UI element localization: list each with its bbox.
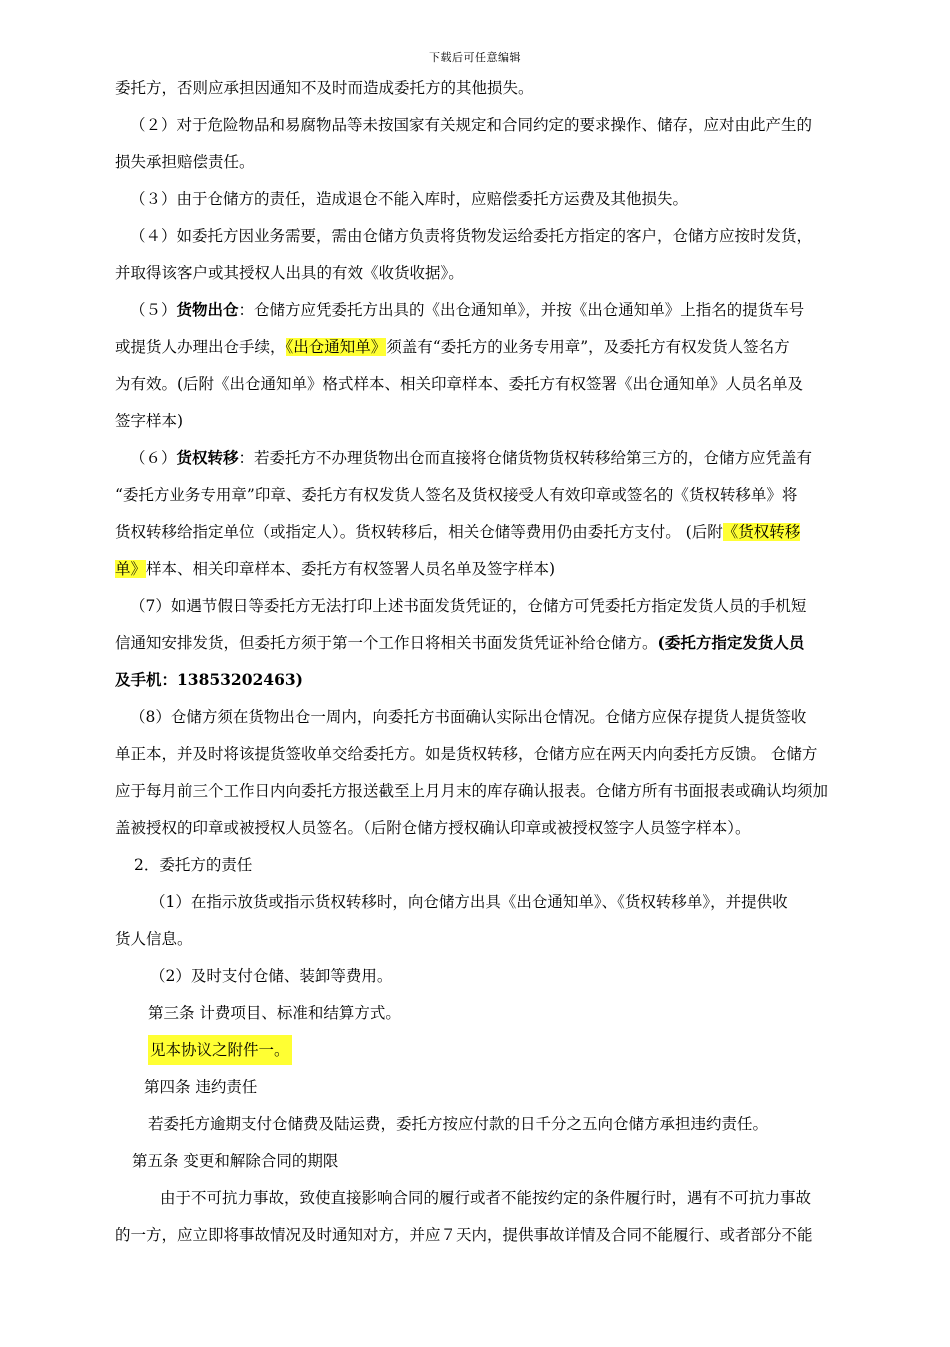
text-line: （２）对于危险物品和易腐物品等未按国家有关规定和合同约定的要求操作、储存，应对由此产生的 [130, 116, 813, 134]
text-line [115, 559, 880, 579]
bold-term: 货物出仓 [176, 300, 239, 319]
text-line: “委托方业务专用章”印章、委托方有权发货人签名及货权接受人有效印章或签名的《货权转移单》将 [115, 486, 798, 504]
line-text: ：仓储方应凭委托方出具的《出仓通知单》，并按《出仓通知单》上指名的提货车号 [238, 301, 805, 319]
article-heading: 第五条 变更和解除合同的期限 [132, 1152, 339, 1170]
text-line: 委托方，否则应承担因通知不及时而造成委托方的其他损失。 [115, 79, 534, 97]
section-heading: 2．委托方的责任 [134, 856, 253, 874]
text-line: （8）仓储方须在货物出仓一周内，向委托方书面确认实际出仓情况。仓储方应保存提货人提货签收 [130, 708, 807, 726]
article-heading: 第四条 违约责任 [144, 1078, 258, 1096]
text-line: 货人信息。 [115, 930, 193, 948]
text-line [115, 337, 880, 357]
text-line: 盖被授权的印章或被授权人员签名。（后附仓储方授权确认印章或被授权签字人员签字样本）。 [115, 819, 751, 837]
bold-term: 货权转移 [176, 448, 239, 467]
text-line: 单正本，并及时将该提货签收单交给委托方。如是货权转移，仓储方应在两天内向委托方反馈。 仓储方 [115, 745, 818, 763]
line-text: ：若委托方不办理货物出仓而直接将仓储货物货权转移给第三方的，仓储方应凭盖有 [238, 449, 813, 467]
text-line [115, 522, 880, 542]
highlighted-text: 《出仓通知单》 [285, 338, 387, 356]
text-line [130, 448, 895, 468]
text-line: 由于不可抗力事故，致使直接影响合同的履行或者不能按约定的条件履行时，遇有不可抗力事故 [160, 1189, 812, 1207]
text-line: （４）如委托方因业务需要，需由仓储方负责将货物发运给委托方指定的客户，仓储方应按时发货， [130, 227, 813, 245]
text-line: 签字样本) [115, 412, 184, 430]
line-text: 或提货人办理出仓手续， [115, 338, 286, 356]
page-header: 下载后可任意编辑 [429, 51, 521, 64]
text-line: 应于每月前三个工作日内向委托方报送截至上月月末的库存确认报表。仓储方所有书面报表或确认均须加 [115, 782, 829, 800]
line-text: 样本、相关印章样本、委托方有权签署人员名单及签字样本) [146, 560, 556, 578]
item-number: （６） [130, 449, 177, 467]
line-text: 须盖有“委托方的业务专用章”，及委托方有权发货人签名方 [386, 338, 790, 356]
text-line: （３）由于仓储方的责任，造成退仓不能入库时，应赔偿委托方运费及其他损失。 [130, 190, 689, 208]
text-line: 为有效。(后附《出仓通知单》格式样本、相关印章样本、委托方有权签署《出仓通知单》人员名单及 [115, 375, 804, 393]
text-line: 若委托方逾期支付仓储费及陆运费，委托方按应付款的日千分之五向仓储方承担违约责任。 [148, 1115, 769, 1133]
highlighted-text: 见本协议之附件一。 [148, 1035, 292, 1065]
text-line: 及手机：13853202463) [115, 670, 303, 689]
highlighted-text: 《货权转移 [722, 523, 801, 541]
item-number: （５） [130, 301, 177, 319]
text-line: 的一方，应立即将事故情况及时通知对方，并应７天内，提供事故详情及合同不能履行、或者部分不能 [115, 1226, 813, 1244]
text-line [115, 633, 880, 653]
line-text: 信通知安排发货，但委托方须于第一个工作日将相关书面发货凭证补给仓储方。 [115, 634, 658, 652]
text-line: 并取得该客户或其授权人出具的有效《收货收据》。 [115, 264, 464, 282]
text-line: （2）及时支付仓储、装卸等费用。 [150, 967, 393, 985]
highlighted-text: 单》 [115, 560, 147, 578]
bold-term: (委托方指定发货人员 [657, 633, 805, 652]
text-line [148, 1040, 913, 1060]
text-line: （1）在指示放货或指示货权转移时，向仓储方出具《出仓通知单》、《货权转移单》，并提供收 [150, 893, 788, 911]
text-line: （7）如遇节假日等委托方无法打印上述书面发货凭证的，仓储方可凭委托方指定发货人员的手机短 [130, 597, 807, 615]
line-text: 货权转移给指定单位（或指定人）。货权转移后，相关仓储等费用仍由委托方支付。 (后附 [115, 523, 723, 541]
article-heading: 第三条 计费项目、标准和结算方式。 [148, 1004, 401, 1022]
text-line: 损失承担赔偿责任。 [115, 153, 255, 171]
text-line [130, 300, 895, 320]
